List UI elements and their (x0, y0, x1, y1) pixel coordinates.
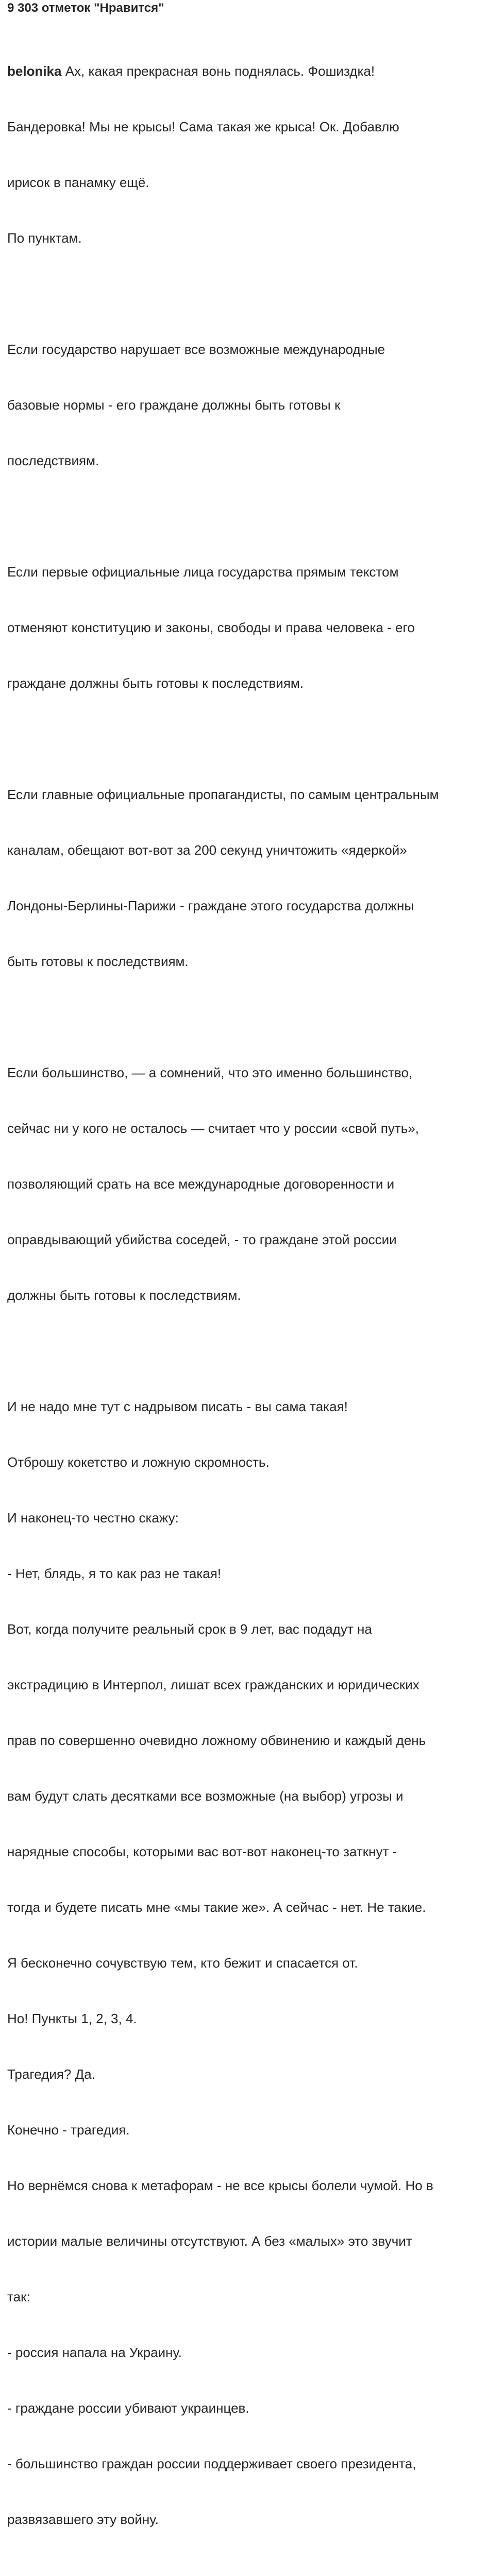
caption-line: нарядные способы, которыми вас вот-вот наконец-то заткнут - (7, 1844, 397, 1859)
caption-line: вам будут слать десятками все возможные (на выбор) угрозы и (7, 1788, 404, 1804)
caption-line: прав по совершенно очевидно ложному обвинению и каждый день (7, 1733, 426, 1748)
caption-line (7, 2566, 497, 2576)
caption-first-line (7, 62, 497, 80)
caption-line: граждане должны быть готовы к последствиям. (7, 675, 304, 691)
caption-line: базовые нормы - его граждане должны быть готовы к (7, 397, 341, 413)
caption-line: быть готовы к последствиям. (7, 954, 189, 969)
caption-line: Но! Пункты 1, 2, 3, 4. (7, 2011, 137, 2026)
caption-line: последствиям. (7, 453, 99, 468)
caption-line: оправдывающий убийства соседей, - то граждане этой россии (7, 1232, 397, 1247)
caption-line: Если первые официальные лица государства прямым текстом (7, 564, 399, 580)
caption-line: так: (7, 2289, 30, 2304)
caption-line: ирисок в панамку ещё. (7, 175, 149, 190)
caption-line: позволяющий срать на все международные договоренности и (7, 1176, 395, 1192)
caption-line: тогда и будете писать мне «мы такие же». А сейчас - нет. Не такие. (7, 1900, 426, 1915)
caption-line: Бандеровка! Мы не крысы! Сама такая же крыса! Ок. Добавлю (7, 119, 399, 134)
caption-line: экстрадицию в Интерпол, лишат всех гражданских и юридических (7, 1677, 419, 1692)
caption-line: должны быть готовы к последствиям. (7, 1287, 241, 1303)
caption-line: истории малые величины отсутствуют. А без «малых» это звучит (7, 2233, 412, 2249)
caption-line: Отброшу кокетство и ложную скромность. (7, 1454, 270, 1470)
caption-line: сейчас ни у кого не осталось — считает что у россии «свой путь», (7, 1121, 419, 1136)
caption-line: развязавшего эту войну. (7, 2512, 159, 2527)
caption-line (7, 730, 497, 748)
caption-line: - Нет, блядь, я то как раз не такая! (7, 1566, 222, 1581)
caption-line: Если главные официальные пропагандисты, по самым центральным (7, 787, 439, 802)
caption-line: Конечно - трагедия. (7, 2122, 130, 2138)
caption-line: Ах, какая прекрасная вонь поднялась. Фошиздка! (61, 63, 375, 79)
caption-line (7, 507, 497, 526)
likes-count[interactable]: 9 303 отметок "Нравится" (7, 1, 164, 15)
caption-line: отменяют конституцию и законы, свободы и права человека - его (7, 620, 415, 635)
caption-line: Но вернёмся снова к метафорам - не все крысы болели чумой. Но в (7, 2178, 433, 2193)
caption-line: Я бесконечно сочувствую тем, кто бежит и спасается от. (7, 1955, 358, 1971)
author-username[interactable]: belonika (7, 63, 62, 79)
caption-line: И наконец-то честно скажу: (7, 1510, 179, 1526)
caption-line (7, 284, 497, 303)
caption-line: каналам, обещают вот-вот за 200 секунд уничтожить «ядеркой» (7, 842, 407, 858)
caption-line: По пунктам. (7, 230, 82, 246)
caption-line (7, 1008, 497, 1026)
caption-line: Трагедия? Да. (7, 2066, 95, 2082)
post-caption (7, 25, 497, 2576)
caption-line: Если большинство, — а сомнений, что это именно большинство, (7, 1065, 413, 1080)
caption-line: - граждане россии убивают украинцев. (7, 2400, 249, 2416)
caption-line: И не надо мне тут с надрывом писать - вы сама такая! (7, 1399, 348, 1414)
caption-line: Если государство нарушает все возможные международные (7, 342, 385, 357)
caption-line: Вот, когда получите реальный срок в 9 лет, вас подадут на (7, 1621, 372, 1637)
caption-line (7, 1342, 497, 1360)
caption-line: - россия напала на Украину. (7, 2345, 182, 2360)
caption-line: Лондоны-Берлины-Парижи - граждане этого государства должны (7, 898, 414, 913)
caption-line: - большинство граждан россии поддерживает своего президента, (7, 2456, 416, 2471)
